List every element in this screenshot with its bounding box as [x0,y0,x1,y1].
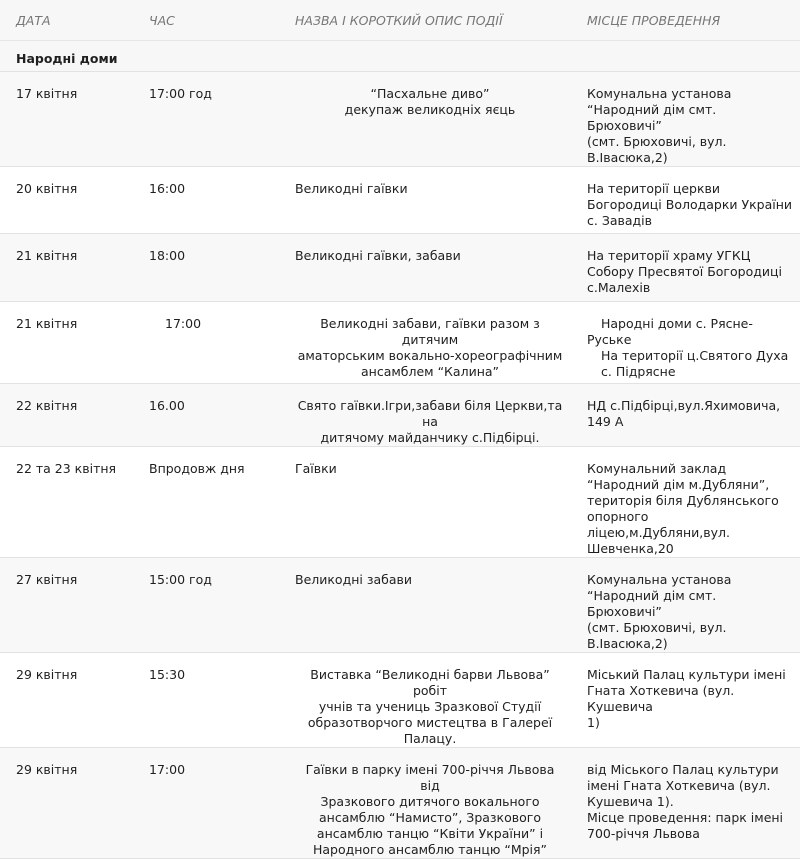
event-place-line: Гната Хоткевича (вул. Кушевича [587,683,735,714]
table-row [0,447,800,558]
event-description-line: Гаївки [295,461,337,476]
event-description-line: Народного ансамблю танцю “Мрія” [312,842,548,857]
event-time: 18:00 [133,234,279,302]
section-title: Народні доми [0,41,800,72]
event-place-line: від Міського Палац культури [587,762,779,777]
event-place-line: “Народний дім м.Дубляни”, [587,477,770,492]
event-date: 27 квітня [0,558,133,653]
event-description-line: аматорським вокально-хореографічним [297,348,563,363]
event-description [279,302,571,384]
event-place [571,72,800,167]
header-time: ЧАС [133,0,279,41]
section-row [0,41,800,72]
event-description [279,234,571,302]
event-place-line: Шевченка,20 [587,541,674,556]
event-place-line: На території церкви [587,181,721,196]
event-description-line: образотворчого мистецтва в Галереї [307,715,553,730]
event-description-line: ансамблем “Калина” [360,364,500,379]
event-place [571,234,800,302]
event-date: 17 квітня [0,72,133,167]
event-time: 15:30 [133,653,279,748]
event-place-line: Руське [587,332,632,347]
event-description [279,748,571,859]
event-place-line: Міський Палац культури імені [587,667,786,682]
event-description [279,447,571,558]
event-place-line: Комунальний заклад [587,461,727,476]
event-place-line: територія біля Дублянського [587,493,779,508]
event-description [279,653,571,748]
header-place: МІСЦЕ ПРОВЕДЕННЯ [571,0,800,41]
event-date: 22 та 23 квітня [0,447,133,558]
event-place-line: 149 А [587,414,624,429]
event-description-line: Виставка “Великодні барви Львова” робіт [310,667,550,698]
event-time: 17:00 год [133,72,279,167]
table-row [0,167,800,234]
event-description-line: Великодні забави [295,572,413,587]
event-place-line: с. Підрясне [601,364,676,379]
event-description-line: декупаж великодніх яєць [344,102,516,117]
event-description [279,72,571,167]
event-time: 16.00 [133,384,279,447]
event-time: 15:00 год [133,558,279,653]
event-place-line: 1) [587,715,600,730]
event-place-line: Собору Пресвятої Богородиці [587,264,782,279]
event-date: 22 квітня [0,384,133,447]
event-place [571,748,800,859]
event-description-line: ансамблю “Намисто”, Зразкового [319,810,541,825]
event-description-line: Великодні гаївки, забави [295,248,461,263]
event-time: 17:00 [133,302,279,384]
event-time: 16:00 [133,167,279,234]
table-row [0,384,800,447]
table-row [0,302,800,384]
table-row [0,748,800,859]
event-place-line: с. Завадів [587,213,653,228]
event-place [571,447,800,558]
event-place-line: “Народний дім смт. Брюховичі” [587,588,717,619]
event-date: 29 квітня [0,748,133,859]
event-place-line: Кушевича 1). [587,794,674,809]
event-place-line: НД с.Підбірці,вул.Яхимовича, [587,398,781,413]
event-place-line: (смт. Брюховичі, вул. [587,620,727,635]
event-place [571,302,800,384]
event-description [279,167,571,234]
event-place [571,384,800,447]
event-place-line: “Народний дім смт. Брюховичі” [587,102,717,133]
table-row [0,558,800,653]
event-date: 21 квітня [0,302,133,384]
event-place-line: 700-річчя Львова [587,826,700,841]
header-event: НАЗВА І КОРОТКИЙ ОПИС ПОДІЇ [279,0,571,41]
event-place-line: Комунальна установа [587,86,732,101]
event-place-line: На території храму УГКЦ [587,248,751,263]
event-description-line: Зразкового дитячого вокального [320,794,540,809]
table-row [0,653,800,748]
event-description-line: Гаївки в парку імені 700-річчя Львова від [305,762,555,793]
event-description-line: Свято гаївки.Ігри,забави біля Церкви,та на [297,398,563,429]
event-place-line: с.Малехів [587,280,651,295]
event-time: Впродовж дня [133,447,279,558]
event-description-line: Палацу. [403,731,457,746]
event-date: 21 квітня [0,234,133,302]
event-description-line: дитячому майданчику с.Підбірці. [320,430,540,445]
event-place-line: опорного ліцею,м.Дубляни,вул. [587,509,730,540]
event-place-line: Місце проведення: парк імені [587,810,784,825]
table-row [0,234,800,302]
event-description-line: Великодні забави, гаївки разом з дитячим [320,316,540,347]
event-place-line: (смт. Брюховичі, вул. [587,134,727,149]
event-place-line: Богородиці Володарки України [587,197,793,212]
event-description [279,384,571,447]
event-date: 29 квітня [0,653,133,748]
event-place-line: Комунальна установа [587,572,732,587]
event-description-line: Великодні гаївки [295,181,408,196]
event-description-line: учнів та учениць Зразкової Студії [318,699,542,714]
event-place-line: На території ц.Святого Духа [601,348,789,363]
event-description-line: “Пасхальне диво” [370,86,490,101]
table-row [0,72,800,167]
event-description [279,558,571,653]
event-place [571,167,800,234]
event-description-line: ансамблю танцю “Квіти України” і [316,826,544,841]
event-place-line: Народні доми с. Рясне- [601,316,753,331]
event-date: 20 квітня [0,167,133,234]
table-header-row [0,0,800,41]
header-date: ДАТА [0,0,133,41]
event-place [571,558,800,653]
event-place-line: В.Івасюка,2) [587,150,668,165]
event-place-line: В.Івасюка,2) [587,636,668,651]
event-time: 17:00 [133,748,279,859]
event-place [571,653,800,748]
event-place-line: імені Гната Хоткевича (вул. [587,778,771,793]
